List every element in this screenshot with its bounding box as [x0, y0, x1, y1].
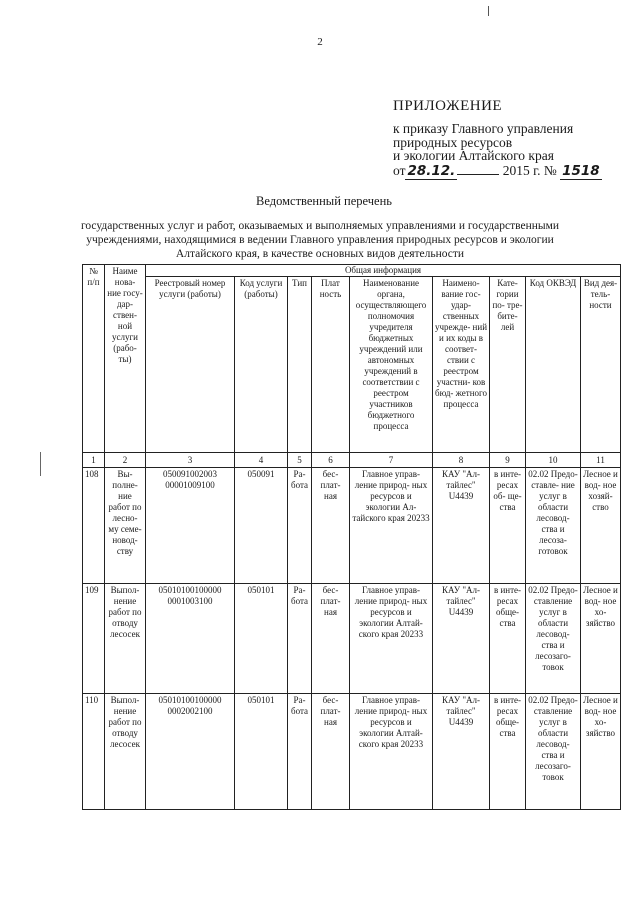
- header-activity: Вид дея- тель- ности: [581, 277, 621, 453]
- row-reg-number: 05010100100000 0001003100: [146, 584, 235, 694]
- column-number: 6: [312, 453, 350, 468]
- column-number: 1: [83, 453, 105, 468]
- row-reg-number: 050091002003 00001009100: [146, 468, 235, 584]
- row-category: в инте- ресах об- ще- ства: [490, 468, 526, 584]
- column-number: 3: [146, 453, 235, 468]
- row-payment: бес- плат- ная: [312, 694, 350, 810]
- table-row: [83, 584, 621, 694]
- table-row: [83, 694, 621, 810]
- row-name: Вы- полне- ние работ по лесно- му семе- новод- ству: [105, 468, 146, 584]
- appendix-title: ПРИЛОЖЕНИЕ: [393, 98, 503, 114]
- row-num: 108: [83, 468, 105, 584]
- row-category: в инте- ресах обще- ства: [490, 694, 526, 810]
- column-number: 8: [433, 453, 490, 468]
- document-title: Ведомственный перечень: [256, 194, 392, 208]
- row-activity: Лесное и вод- ное хозяй- ство: [581, 468, 621, 584]
- row-name: Выпол- нение работ по отводу лесосек: [105, 694, 146, 810]
- column-numbers-row: [83, 453, 621, 468]
- handwritten-order-number: 1518: [562, 163, 600, 179]
- row-type: Ра- бота: [288, 694, 312, 810]
- row-activity: Лесное и вод- ное хо- зяйство: [581, 694, 621, 810]
- header-name: Наиме нова- ние госу- дар- ствен- ной услуги (рабо- ты): [105, 265, 146, 453]
- column-number: 10: [526, 453, 581, 468]
- header-row-2: [83, 277, 621, 453]
- header-category: Кате- гории по- тре- бите- лей: [490, 277, 526, 453]
- row-okved: 02.02 Предо- ставление услуг в области лесовод- ства и лесозаго- товок: [526, 584, 581, 694]
- order-year: 2015 г. №: [502, 163, 557, 178]
- row-institution: КАУ "Ал- тайлес" U4439: [433, 584, 490, 694]
- row-category: в инте- ресах обще- ства: [490, 584, 526, 694]
- column-number: 9: [490, 453, 526, 468]
- row-code: 050101: [235, 694, 288, 810]
- row-okved: 02.02 Предо- ставление услуг в области лесовод- ства и лесозаго- товок: [526, 694, 581, 810]
- page-number: 2: [317, 36, 323, 48]
- scan-mark-left: [40, 452, 41, 476]
- row-num: 110: [83, 694, 105, 810]
- row-organ: Главное управ- ление природ- ных ресурсов и экологии Ал- тайского края 20233: [350, 468, 433, 584]
- handwritten-date: 28.12.: [407, 163, 456, 179]
- date-underline: [457, 164, 499, 175]
- column-number: 5: [288, 453, 312, 468]
- row-payment: бес- плат- ная: [312, 584, 350, 694]
- row-code: 050091: [235, 468, 288, 584]
- row-okved: 02.02 Предо- ставле- ние услуг в области лесовод- ства и лесоза- готовок: [526, 468, 581, 584]
- row-name: Выпол- нение работ по отводу лесосек: [105, 584, 146, 694]
- appendix-line-3: и экологии Алтайского края: [393, 148, 554, 163]
- appendix-line-2: природных ресурсов: [393, 135, 513, 150]
- document-subtitle: государственных услуг и работ, оказываемых и выполняемых управлениями и государственными учреждениями, находящимися в ведении Главного управления природных ресурсов и экологии Алтайского края, в качестве основных видов деятельности: [80, 220, 560, 260]
- header-reg-number: Реестровый номер услуги (работы): [146, 277, 235, 453]
- row-type: Ра- бота: [288, 468, 312, 584]
- row-reg-number: 05010100100000 0002002100: [146, 694, 235, 810]
- column-number: 11: [581, 453, 621, 468]
- column-number: 7: [350, 453, 433, 468]
- column-number: 4: [235, 453, 288, 468]
- row-organ: Главное управ- ление природ- ных ресурсов и экологии Алтай- ского края 20233: [350, 694, 433, 810]
- row-organ: Главное управ- ление природ- ных ресурсов и экологии Алтай- ского края 20233: [350, 584, 433, 694]
- header-payment: Плат ность: [312, 277, 350, 453]
- row-activity: Лесное и вод- ное хо- зяйство: [581, 584, 621, 694]
- header-type: Тип: [288, 277, 312, 453]
- row-payment: бес- плат- ная: [312, 468, 350, 584]
- row-num: 109: [83, 584, 105, 694]
- scan-mark-top: [488, 6, 489, 16]
- row-institution: КАУ "Ал- тайлес" U4439: [433, 468, 490, 584]
- row-institution: КАУ "Ал- тайлес" U4439: [433, 694, 490, 810]
- header-num: № п/п: [83, 265, 105, 453]
- header-organ: Наименование органа, осуществляющего полномочия учредителя бюджетных учреждений или автономных учреждений в соответствии с реестром участников бюджетного процесса: [350, 277, 433, 453]
- date-prefix: от: [393, 163, 406, 178]
- table-row: [83, 468, 621, 584]
- header-institution: Наимено- вание гос- удар- ственных учрежде- ний и их коды в соответ- ствии с реестром участни- ков бюд- жетного процесса: [433, 277, 490, 453]
- row-code: 050101: [235, 584, 288, 694]
- header-okved: Код ОКВЭД: [526, 277, 581, 453]
- appendix-line-1: к приказу Главного управления: [393, 121, 574, 136]
- services-registry-table: [82, 264, 621, 810]
- header-general-info: Общая информация: [146, 265, 621, 277]
- header-row-1: [83, 265, 621, 277]
- column-number: 2: [105, 453, 146, 468]
- row-type: Ра- бота: [288, 584, 312, 694]
- header-code: Код услуги (работы): [235, 277, 288, 453]
- order-date-line: [393, 163, 602, 180]
